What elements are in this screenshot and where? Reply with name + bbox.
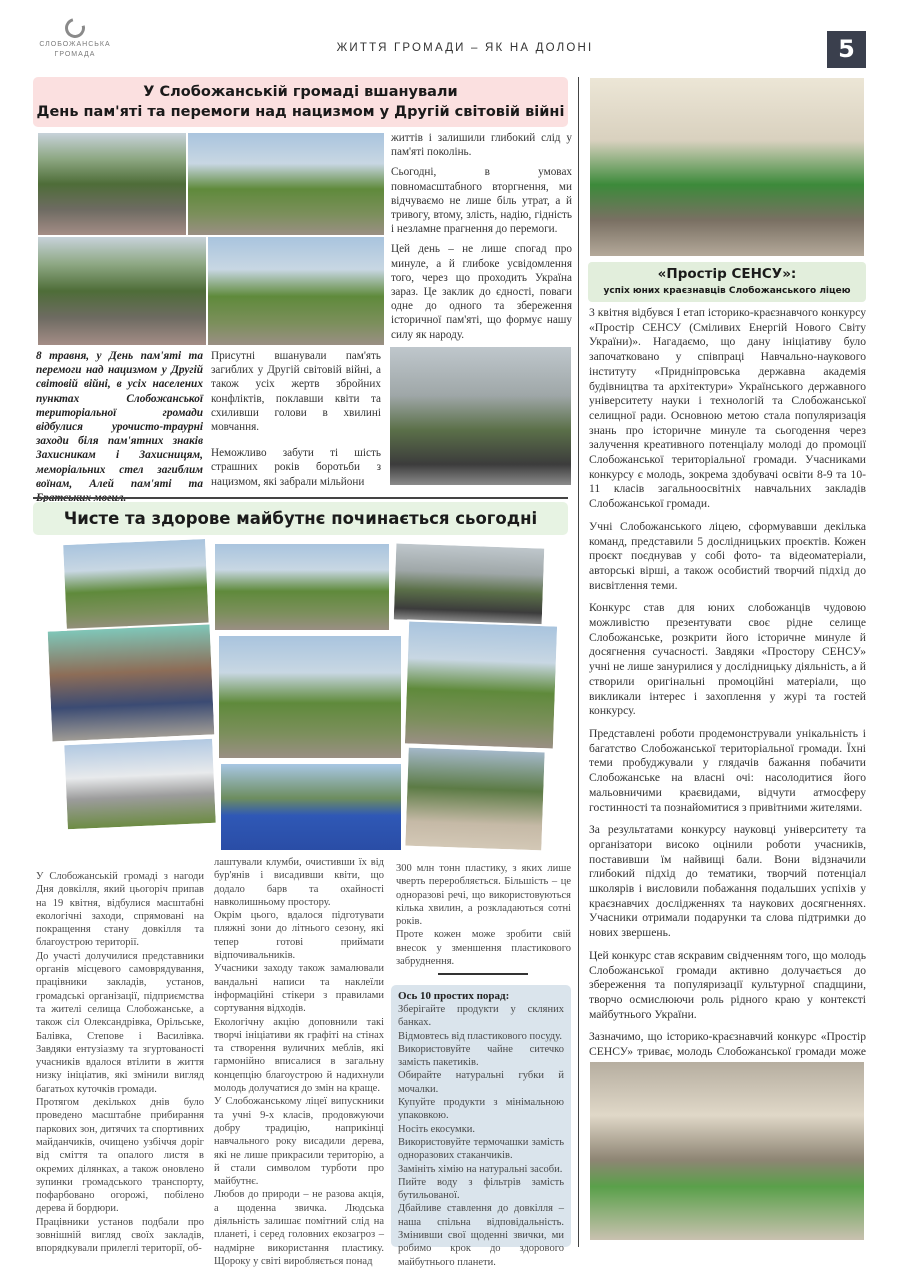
eco-tips-box [391, 985, 571, 1268]
photo-flowers-laying [388, 345, 573, 487]
tip-item: Використовуйте чайне ситечко замість пакетиків. [398, 1043, 564, 1069]
caption-text: 8 травня, у День пам'яті та перемоги над нацизмом у Другій світовій війні, в усіх населених пунктах Слобожанської територіальної громади відбулися урочисто-траурні заходи біля пам'ятних знаків Захисникам і Захисницям, меморіальних стел загиблим воїнам, Алей пам'яті та [36, 350, 203, 490]
photo-eco-playground [219, 762, 403, 852]
paragraph: життів і залишили глибокий слід у пам'яті поколінь. [391, 132, 572, 159]
eco-column-3 [396, 862, 571, 968]
section-divider [33, 497, 568, 499]
tip-item: Носіть екосумки. [398, 1123, 476, 1135]
paragraph: У Слобожанській громаді з нагоди Дня довкілля, який цьогоріч припав на 19 квітня, відбулися масштабні екологічні заходи, спрямовані на покращення стану довкілля та благоустрою території. [36, 871, 204, 949]
paragraph: Любов до природи – не разова акція, а щоденна звичка. Людська діяльність залишає помітний слід на планеті, і серед головних екозагроз – надмірне використання пластику. Щороку у світі виробляється понад [214, 1189, 384, 1267]
photo-eco-street-cleaning [62, 737, 218, 832]
paragraph: Екологічну акцію доповнили такі творчі ініціативи як графіті на стінах та створення вуличних меблів, які гармонійно вписалися в загальну концепцію благоустрою й надихнули молодь долучатися до змін на краще. [214, 1016, 384, 1095]
photo-eco-students [61, 537, 211, 635]
paragraph: Протягом декількох днів було проведено масштабне прибирання паркових зон, дитячих та спортивних майданчиків, очищено узбіччя доріг від сміття та опалого листя в окремих ділянках, а також оновлено зупинки громадського транспорту, пофарбовано огорожі, побілено дерева й бордюри. [36, 1097, 204, 1215]
paragraph: До участі долучилися представники органів місцевого самоврядування, працівники закладів, установ, громадські організації, підприємства та жителі селища Слобожанське, а також сіл Олександрівка, Орільське, Балівка, Степове і Василівка. Завдяки ентузіазму та згуртованості учасників вдалося втілити в життя низку ініціатив, які змінили вигляд багатьох куточків громади. [36, 950, 204, 1095]
photo-eco-building [46, 622, 217, 743]
tip-item: Відмовтесь від пластикового посуду. [398, 1030, 562, 1042]
photo-eco-riverbank [403, 746, 546, 853]
photo-eco-crowd [392, 541, 547, 626]
paragraph: Конкурс став для юних слобожанців чудовою можливістю презентувати своє рідне селище Слобожанське, розкрити його історичне минуле й досягнення сучасності. Завдяки «Простору СЕНСУ» учні не лише занурилися у дослідницьку діяльність, а й створили оригінальні промоційні матеріали, що викликали інтерес і захоплення у журі та гостей конкурсу. [589, 601, 866, 718]
photo-memorial-statue [36, 131, 188, 237]
eco-column-1 [36, 870, 204, 1256]
paragraph: 3 квітня відбувся I етап історико-краєзнавчого конкурсу «Простір СЕНСУ (Сміливих Енергій Нового Світу України)». Нагадаємо, що дану ініціативу було започатковано у співпраці Навчально-наукового інституту «Придніпровська державна академія будівництва та архітектури» Українського державного університету науки і технологій та Слобожанської селищної ради. Основною метою стала популяризація знань про історичне минуле та сьогодення через залучення креативного потенціалу молоді до промоції Слобожанської територіальної громади. Учасниками конкурсу є молодь, зокрема здобувачі освіти 8-9 та 10-11 класів загальноосвітніх навчальних закладів Слобожанської громади. [589, 306, 866, 511]
paragraph: Сьогодні, в умовах повномасштабного вторгнення, ми відчуваємо не лише біль утрат, а й тривогу, втому, злість, надію, гідність і незламне прагнення до перемоги. [391, 166, 572, 236]
tips-title: Ось 10 простих порад: [398, 990, 510, 1002]
column-divider [578, 77, 579, 1247]
memory-caption [36, 349, 203, 505]
eco-column-2 [214, 856, 384, 1268]
heading-line1: У Слобожанській громаді вшанували [143, 84, 458, 100]
tip-item: Замініть хімію на натуральні засоби. [398, 1163, 563, 1175]
paragraph: Проте кожен може зробити свій внесок у зменшення пластикового забруднення. [396, 929, 571, 968]
sensu-body [589, 306, 866, 1164]
paragraph: Представлені роботи продемонстрували унікальність і багатство Слобожанської територіальної громади. Їхні теми пробуджували у глядачів бажання побачити Слобожанське на власні очі: насолодитися його мальовничими краєвидами, відчути атмосферу гостинності та познайомитися з привітними жителями. [589, 726, 866, 814]
spiral-logo-icon [61, 14, 88, 41]
tip-item: Пийте воду з фільтрів замість бутильованої. [398, 1176, 564, 1202]
photo-memorial-monument [206, 235, 386, 347]
memory-right-column [391, 131, 572, 348]
memory-middle-column [211, 349, 381, 495]
sensu-subtitle: успіх юних краєзнавців Слобожанського ліцею [603, 286, 851, 296]
tip-item: Зберігайте продукти у скляних банках. [398, 1004, 564, 1029]
tip-item: Купуйте продукти з мінімальною упаковкою. [398, 1097, 564, 1122]
photo-sensu-contest-hall [588, 1060, 866, 1242]
logo-line1: СЛОБОЖАНСЬКА [39, 41, 111, 48]
paragraph: лаштували клумби, очистивши їх від бур'янів і висадивши квіти, що додало барв та охайності навколишньому простору. [214, 857, 384, 908]
paragraph: Зазначимо, що історико-краєзнавчий конкурс «Простір СЕНСУ» триває, молодь Слобожанської громади може [589, 1030, 866, 1059]
paragraph: Цей день – не лише спогад про минуле, а й глибоке усвідомлення того, через що проходить Україна зараз. Це заклик до єдності, поваги одне до одного та збереження історичної пам'яті, що формує нашу силу як народу. [391, 243, 572, 341]
paragraph: Окрім цього, вдалося підготувати пляжні зони до літнього сезону, які тепер готові приймати відпочивальників. [214, 910, 384, 962]
paragraph: У Слобожанському ліцеї випускники та учні 9-х класів, продовжуючи добру традицію, наприкінці навчального року висадили дерева, які не лише прикрасили територію, а й стали символом турботи про майбутнє. [214, 1096, 384, 1188]
paragraph: Учасники заходу також замалювали вандальні написи та наклеїли інформаційні стікери з правилами сортування відходів. [214, 963, 384, 1015]
section-title: ЖИТТЯ ГРОМАДИ – ЯК НА ДОЛОНІ [336, 42, 594, 54]
tips-divider [438, 973, 528, 975]
photo-eco-flowerbed [213, 542, 391, 632]
paragraph: За результатами конкурсу науковці університету та організатори високо оцінили роботи учасників, поставивши їм найвищі бали. Вони відзначили глибокий підхід до тематики, творчий потенціал школярів і висловили побажання подальших успіхів у краєзнавчих дослідженнях та наукових досягненнях. Учасники отримали подарунки та слова підтримки до нових звершень. [589, 823, 866, 940]
community-logo [30, 18, 120, 68]
paragraph: 300 млн тонн пластику, з яких лише чверть переробляється. Більшість – це одноразові речі, що використовуються кілька хвилин, а розкладаються сотні років. [396, 863, 571, 928]
logo-line2: ГРОМАДА [54, 51, 96, 58]
tip-item: Дбайливе ставлення до довкілля – наша спільна відповідальність. Змінивши свої щоденні звички, ми робимо крок до здорового майбутнього планети. [398, 1203, 564, 1268]
article-memory-heading [33, 77, 568, 127]
heading-line2: День пам'яті та перемоги над нацизмом у Другій світовій війні [36, 104, 565, 120]
photo-sensu-team [588, 76, 866, 258]
paragraph: Неможливо забути ті шість страшних років боротьби з нацизмом, які забрали мільйони [211, 447, 381, 488]
sensu-title: «Простір СЕНСУ»: [657, 266, 797, 282]
page-number: 5 [827, 31, 866, 68]
photo-memorial-stele [36, 235, 208, 347]
paragraph: Цей конкурс став яскравим свідченням того, що молодь Слобожанської громади активно долучається до збереження та популяризації культурної спадщини, творчо осмислюючи роль рідного краю у контексті майбутнього України. [589, 948, 866, 1021]
paragraph: Учні Слобожанського ліцею, сформувавши декілька команд, представили 5 дослідницьких проєктів. Кожен проєкт поєднував у собі фото- та відеоматеріали, авторські вірші, а також особистий творчий підхід до висвітлення теми. [589, 519, 866, 592]
photo-eco-child-planting [217, 634, 403, 760]
tip-item: Використовуйте термочашки замість одноразових стаканчиків. [398, 1136, 564, 1162]
photo-memorial-group [186, 131, 386, 237]
tip-item: Обирайте натуральні губки й мочалки. [398, 1070, 564, 1095]
paragraph: Присутні вшанували пам'ять загиблих у Другій світовій війні, а також усіх жертв збройних конфліктів, поклавши квіти та схиливши голови в хвилині мовчання. [211, 350, 381, 434]
photo-eco-tree-planting [403, 619, 559, 750]
article-eco-heading: Чисте та здорове майбутнє починається сьогодні [33, 502, 568, 535]
article-sensu-heading [588, 262, 866, 302]
paragraph: Працівники установ подбали про зовнішній вигляд своїх закладів, впорядкували прилеглі території, об- [36, 1216, 204, 1255]
